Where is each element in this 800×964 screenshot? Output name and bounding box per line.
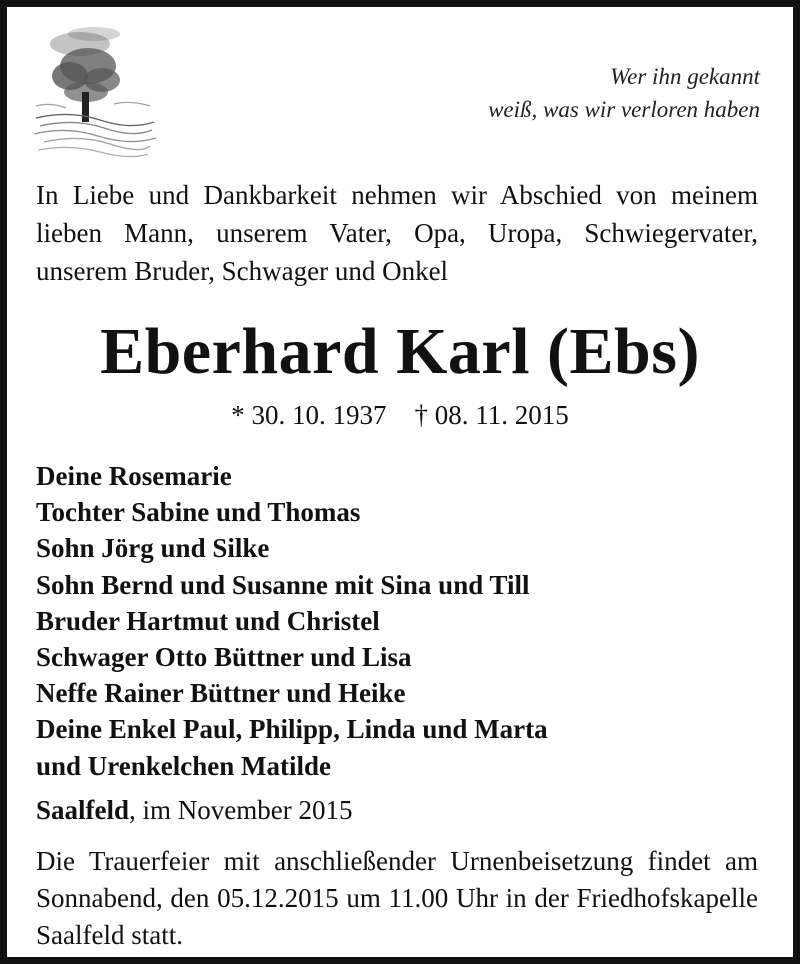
family-line: Schwager Otto Büttner und Lisa (36, 642, 412, 673)
deceased-name: Eberhard Karl (Ebs) (100, 315, 700, 388)
family-line: Deine Enkel Paul, Philipp, Linda und Marta (36, 714, 548, 745)
motto-line: Wer ihn gekannt (610, 64, 760, 89)
motto-line: weiß, was wir verloren haben (488, 97, 760, 122)
family-line: Deine Rosemarie (36, 461, 232, 491)
family-line: Neffe Rainer Büttner und Heike (36, 678, 406, 709)
family-line: Sohn Bernd und Susanne mit Sina und Till (36, 569, 530, 600)
family-line: Tochter Sabine und Thomas (36, 497, 361, 528)
family-line: und Urenkelchen Matilde (36, 750, 332, 781)
family-line: Bruder Hartmut und Christel (36, 605, 380, 636)
intro-text: In Liebe und Dankbarkeit nehmen wir Abschied von meinem lieben Mann, unserem Vater, Opa, Uropa, Schwiegervater, unserem Bruder, Schwager und Onkel (36, 180, 758, 286)
death-date: † 08. 11. 2015 (414, 400, 569, 430)
family-list (36, 458, 548, 784)
life-dates (0, 398, 800, 432)
place-city: Saalfeld (36, 795, 130, 825)
place-month: , im November 2015 (129, 795, 353, 825)
motto (488, 60, 760, 126)
birth-date: * 30. 10. 1937 (231, 400, 387, 430)
tree-landscape-icon (30, 22, 158, 162)
place-date (36, 793, 352, 827)
funeral-notice: Die Trauerfeier mit anschließender Urnenbeisetzung findet am Sonnabend, den 05.12.2015 um 11.00 Uhr in der Friedhofskapelle Saalfeld statt. (36, 846, 758, 950)
family-line: Sohn Jörg und Silke (36, 533, 270, 564)
